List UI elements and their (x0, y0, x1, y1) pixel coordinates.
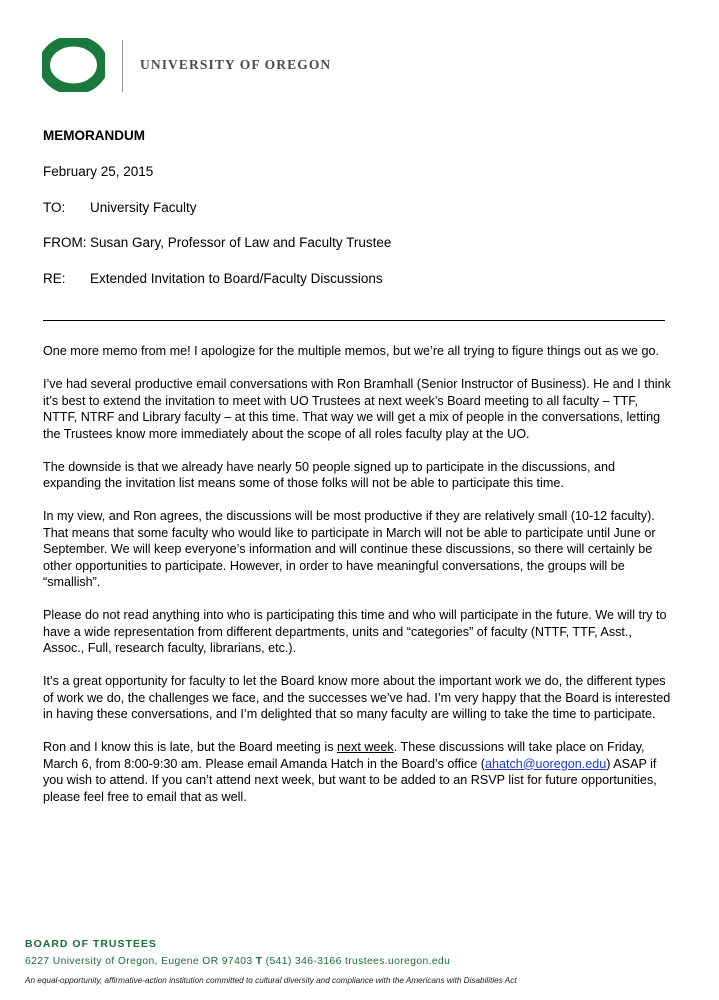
to-value: University Faculty (90, 200, 197, 215)
from-line (43, 235, 391, 250)
memo-title: MEMORANDUM (43, 128, 145, 143)
logo-divider (122, 40, 123, 92)
re-value: Extended Invitation to Board/Faculty Discussions (90, 271, 383, 286)
re-line (43, 271, 383, 286)
header-divider (43, 320, 665, 321)
oregon-o-logo (42, 38, 105, 92)
paragraph-1: One more memo from me! I apologize for the multiple memos, but we’re all trying to figure things out as we go. (43, 344, 659, 358)
re-label: RE: (43, 271, 66, 286)
next-week-underline: next week (337, 740, 394, 754)
footer-address (25, 956, 450, 967)
memo-body (43, 343, 673, 822)
paragraph-7-part-c: ) ASAP if you wish to attend. If you can’t attend next week, but want to be added to an RSVP list for future opportunities, please feel free to email that as well. (43, 756, 657, 804)
paragraph-2: I’ve had several productive email conversations with Ron Bramhall (Senior Instructor of Business). He and I think it’s best to extend the invitation to meet with UO Trustees at next week’s Board meeting to all faculty – TTF, NTTF, NTRF and Library faculty – at this time. That way we will get a mix of people in the conversations, letting the Trustees know more immediately about the scope of all roles faculty play at the UO. (43, 377, 671, 441)
to-label: TO: (43, 200, 66, 215)
footer-address-part-b: (541) 346-3166 trustees.uoregon.edu (262, 956, 451, 967)
paragraph-7 (43, 739, 673, 805)
footer-note: An equal-opportunity, affirmative-action institution committed to cultural diversity and compliance with the Americans with Disabilities Act (25, 976, 517, 985)
memo-date: February 25, 2015 (43, 164, 154, 179)
footer-phone-label: T (255, 956, 263, 967)
from-label: FROM: (43, 235, 87, 250)
footer-title: BOARD OF TRUSTEES (25, 938, 157, 950)
email-link[interactable]: ahatch@uoregon.edu (484, 756, 607, 771)
university-name: UNIVERSITY OF OREGON (140, 57, 332, 72)
paragraph-7-part-b: . These discussions will take place on Friday, March 6, from 8:00-9:30 am. Please email Amanda Hatch in the Board’s office ( (43, 740, 645, 771)
paragraph-5: Please do not read anything into who is participating this time and who will participate in the future. We will try to have a wide representation from different departments, units and “categories” of faculty (NTTF, TTF, Asst., Assoc., Full, research faculty, librarians, etc.). (43, 608, 667, 655)
footer-address-part-a: 6227 University of Oregon, Eugene OR 97403 (25, 956, 256, 967)
to-line (43, 200, 197, 215)
paragraph-3: The downside is that we already have nearly 50 people signed up to participate in the discussions, and expanding the invitation list means some of those folks will not be able to participate this time. (43, 459, 615, 490)
paragraph-6: It’s a great opportunity for faculty to let the Board know more about the important work we do, the different types of work we do, the challenges we face, and the successes we’ve had. I’m very happy that the Board is interested in having these conversations, and I’m delighted that so many faculty are willing to take the time to participate. (43, 674, 671, 721)
from-value: Susan Gary, Professor of Law and Faculty Trustee (90, 235, 392, 250)
paragraph-4: In my view, and Ron agrees, the discussions will be most productive if they are relatively small (10-12 faculty). That means that some faculty who would like to participate in March will not be able to participate until June or September. We will keep everyone’s information and will continue these discussions, so there will certainly be other opportunities to participate. However, in order to have meaningful conversations, the groups will be “smallish”. (43, 509, 656, 589)
paragraph-7-part-a: Ron and I know this is late, but the Board meeting is (43, 740, 338, 754)
